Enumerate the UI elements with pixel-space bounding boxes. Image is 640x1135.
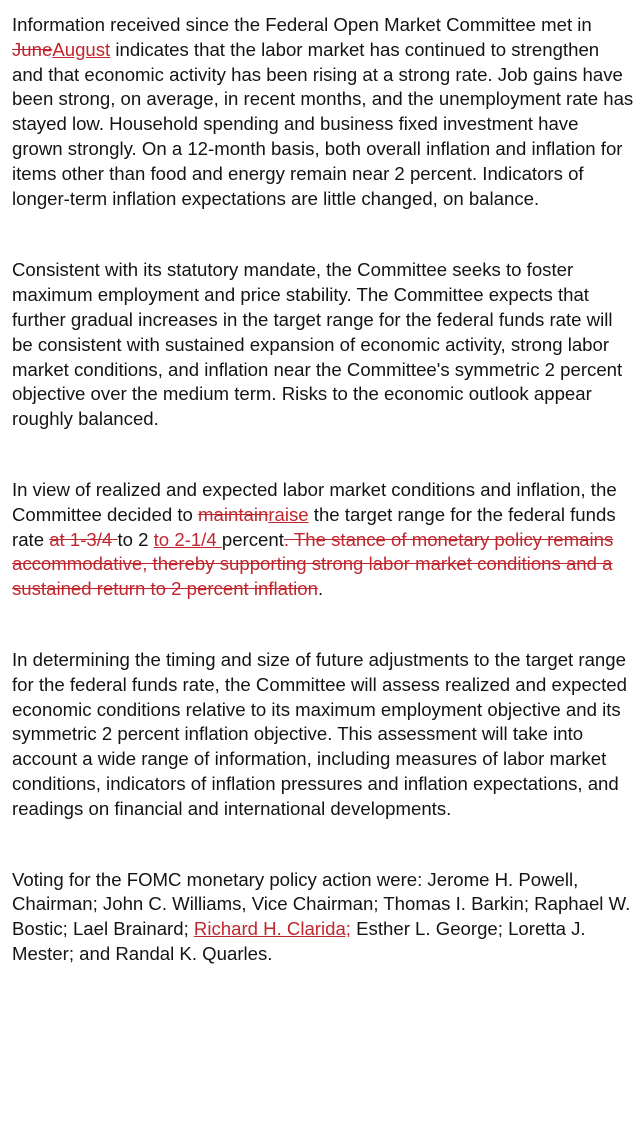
p3-text-period: . — [317, 578, 324, 600]
deleted-text-june: June — [12, 38, 53, 60]
inserted-text-new-range: to 2-1/4 — [153, 528, 222, 550]
paragraph-policy-decision — [12, 478, 634, 602]
p3-text-start: In view of realized and expected labor market conditions and inflation, the Committee decided to — [12, 478, 617, 525]
p1-text-end: indicates that the labor market has continued to strengthen and that economic activity has been rising at a strong rate. Job gains have been strong, on average, in recent months, and the unemployment rate has stayed low. Household spending and business fixed investment have grown strongly. On a 12-month basis, both overall inflation and inflation for items other than food and energy remain near 2 percent. Indicators of longer-term inflation expectations are little changed, on balance. — [12, 38, 634, 209]
p3-text-range: the target range for the federal funds rate — [12, 503, 616, 550]
inserted-text-clarida: Richard H. Clarida; — [193, 918, 351, 940]
paragraph-mandate — [12, 258, 634, 432]
p3-text-to-2: to 2 — [117, 528, 154, 550]
deleted-text-accommodative-stance: . The stance of monetary policy remains accommodative, thereby supporting strong labor market conditions and a sustained return to 2 percent inflation — [12, 528, 614, 600]
inserted-text-raise: raise — [268, 503, 309, 525]
deleted-text-old-range: at 1-3/4 — [49, 528, 118, 550]
p2-text: Consistent with its statutory mandate, the Committee seeks to foster maximum employment and price stability. The Committee expects that further gradual increases in the target range for the federal funds rate will be consistent with sustained expansion of economic activity, strong labor market conditions, and inflation near the Committee's symmetric 2 percent objective over the medium term. Risks to the economic outlook appear roughly balanced. — [12, 259, 623, 430]
paragraph-future-adjustments — [12, 648, 634, 822]
p5-text-end: Esther L. George; Loretta J. Mester; and Randal K. Quarles. — [12, 918, 586, 964]
paragraph-voting — [12, 868, 634, 967]
inserted-text-august: August — [52, 38, 111, 60]
document-body — [12, 13, 634, 967]
p5-text-start: Voting for the FOMC monetary policy action were: Jerome H. Powell, Chairman; John C. Williams, Vice Chairman; Thomas I. Barkin; Raphael W. Bostic; Lael Brainard; — [12, 868, 631, 940]
p3-text-percent: percent — [221, 528, 284, 550]
paragraph-economic-conditions — [12, 13, 634, 211]
p4-text: In determining the timing and size of future adjustments to the target range for the federal funds rate, the Committee will assess realized and expected economic conditions relative to its maximum employment objective and its symmetric 2 percent inflation objective. This assessment will take into account a wide range of information, including measures of labor market conditions, indicators of inflation pressures and inflation expectations, and readings on financial and international developments. — [12, 648, 627, 819]
p1-text-start: Information received since the Federal Open Market Committee met in — [12, 14, 592, 35]
deleted-text-maintain: maintain — [198, 503, 269, 525]
